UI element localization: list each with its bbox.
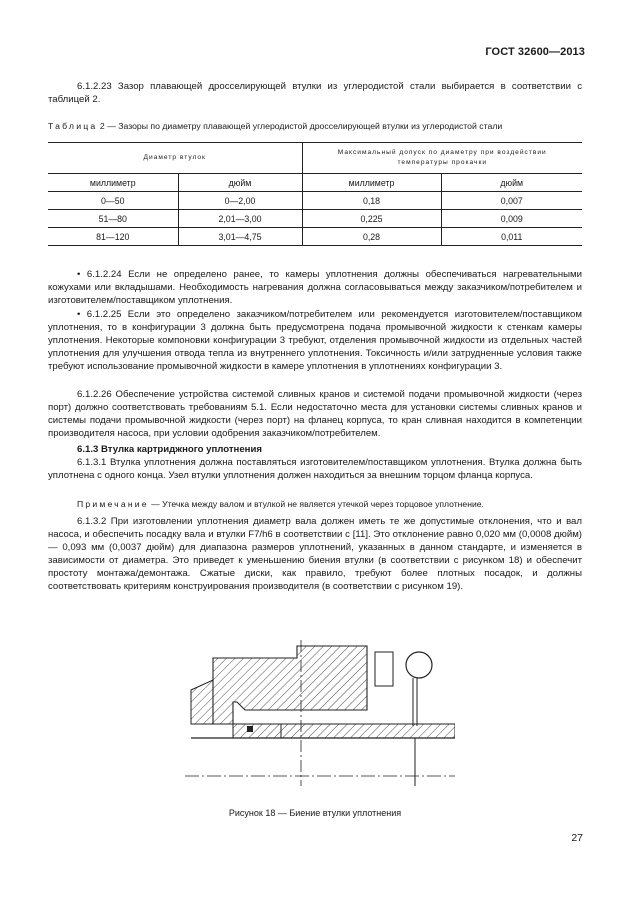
header-max-tolerance-line2: температуры прокачки [397,159,488,166]
paragraph-6-1-2-26: 6.1.2.26 Обеспечение устройства системой сливных кранов и системой подачи промывочной жидкости (через порт) должно соответствовать требованиям 5.1. Если недостаточно места для установки системы сливных кранов и системы подачи промывочной жидкости (через порт) на фланец корпуса, то кран сливная находится в компетенции производителя насоса, при условии одобрения заказчиком/потребителем. [48,389,582,440]
header-max-tolerance-line1: Максимальный допуск по диаметру при воздействии [337,149,547,156]
table-row [48,228,582,246]
note-text: — Утечка между валом и втулкой не является утечкой через торцовое уплотнение. [148,499,484,509]
table-cell: 0,225 [302,210,441,228]
seal-sleeve [233,724,455,738]
unit-cell: миллиметр [302,174,441,192]
table-cell: 0,18 [302,192,441,210]
housing-section [191,646,367,724]
header-max-tolerance [302,143,582,174]
table-cell: 0—2,00 [178,192,302,210]
table-caption-text: 2 — Зазоры по диаметру плавающей углеродистой дросселирующей втулки из углеродистой стали [97,121,503,131]
table-cell: 0,009 [441,210,582,228]
clearance-table [48,142,582,246]
sleeve-runout-drawing [185,640,455,790]
paragraph-6-1-2-23: 6.1.2.23 Зазор плавающей дросселирующей втулки из углеродистой стали выбирается в соответствии с таблицей 2. [48,81,582,106]
unit-cell: дюйм [441,174,582,192]
standard-header: ГОСТ 32600—2013 [485,46,585,58]
table-caption [48,121,588,131]
note-label: Примечание [77,499,149,509]
page-number: 27 [571,832,583,844]
table-row [48,210,582,228]
table-row [48,192,582,210]
table-caption-label: Таблица [48,121,98,131]
unit-cell: миллиметр [48,174,178,192]
paragraph-6-1-3-2: 6.1.3.2 При изготовлении уплотнения диаметр вала должен иметь те же допустимые отклонения, что и вал насоса, и обеспечить посадку вала и втулки F7/h6 в соответствии с [11]. Это отклонение равно 0,020 мм (0,0008 дюйм) — 0,093 мм (0,0037 дюйм) для диапазона размеров уплотнений, указанных в данном стандарте, и изменяется в зависимости от диаметра. Это приведет к уменьшению биения втулки (в соответствии с рисунком 18) и обеспечит простоту монтажа/демонтажа. Сжатые диски, как правило, требуют более плотных посадок, и должны соответствовать критериям конструирования производителя (в соответствии с рисунком 19). [48,516,582,593]
section-heading-6-1-3: 6.1.3 Втулка картриджного уплотнения [77,444,262,455]
paragraph-6-1-2-24: • 6.1.2.24 Если не определено ранее, то камеры уплотнения должны обеспечиваться нагревательными кожухами или вкладышами. Необходимость нагревания должна согласовываться между заказчиком/потребителем и изготовителем/поставщиком уплотнения. [48,269,582,307]
table-cell: 2,01—3,00 [178,210,302,228]
paragraph-6-1-2-25: • 6.1.2.25 Если это определено заказчиком/потребителем или рекомендуется изготовителем/поставщиком уплотнения, то в конфигурации 3 должна быть предусмотрена подача промывочной жидкости к стенкам камеры уплотнения. Некоторые компоновки конфигурации 3 требуют, отделения промывочной жидкости из отдельных частей уплотнения для улучшения отвода тепла из внутреннего уплотнения. Токсичность и/или затрудненные условия также требуют использование промывочной жидкости в камере уплотнения в уплотнениях конфигурации 3. [48,309,582,373]
figure-caption: Рисунок 18 — Биение втулки уплотнения [228,808,402,818]
table-cell: 3,01—4,75 [178,228,302,246]
header-sleeve-diameter: Диаметр втулок [48,143,302,174]
unit-cell: дюйм [178,174,302,192]
shaft [185,738,455,786]
table-cell: 0,28 [302,228,441,246]
units-row [48,174,582,192]
o-ring [247,726,253,732]
paragraph-6-1-3-1: 6.1.3.1 Втулка уплотнения должна поставляться изготовителем/поставщиком уплотнения. Втулка должна быть уплотнена с одного конца. Узел втулки уплотнения должен находиться за внешним торцом фланца корпуса. [48,457,582,482]
table-cell: 81—120 [48,228,178,246]
note [48,498,582,511]
dial-indicator [375,652,432,726]
table-cell: 0,007 [441,192,582,210]
table-cell: 0—50 [48,192,178,210]
table-cell: 51—80 [48,210,178,228]
table-header-row [48,143,582,174]
table-cell: 0,011 [441,228,582,246]
